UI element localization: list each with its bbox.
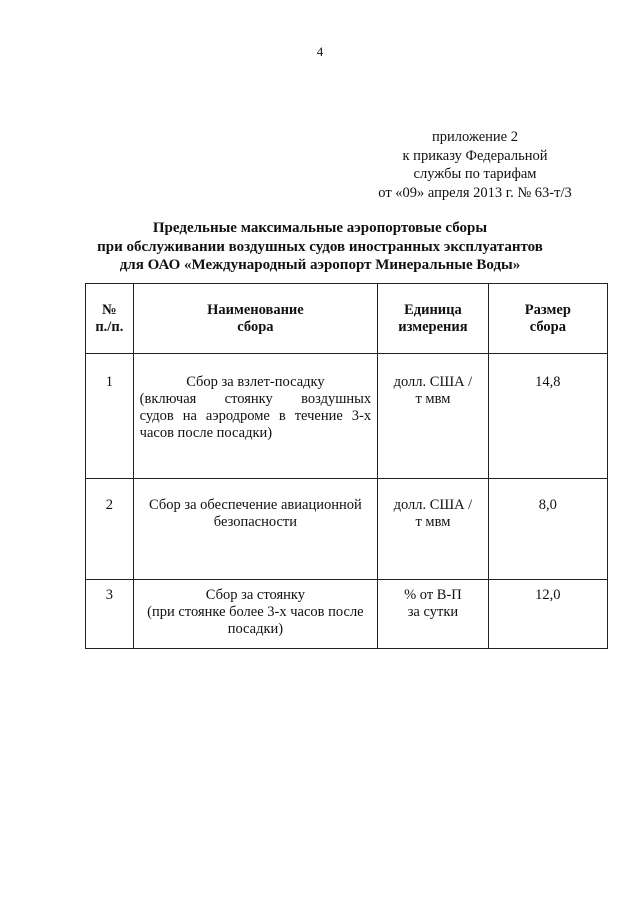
header-name-line: сбора <box>237 318 274 335</box>
fee-unit <box>378 354 489 479</box>
fee-name-line: (включая стоянку воздушных <box>139 391 372 407</box>
document-title <box>0 219 640 275</box>
fee-unit-line: долл. США / <box>393 497 473 513</box>
row-number: 3 <box>86 580 134 649</box>
fee-unit-line: за сутки <box>407 604 459 620</box>
appendix-line: службы по тарифам <box>413 166 537 182</box>
fee-unit-line: т мвм <box>415 514 451 530</box>
header-name <box>133 284 377 354</box>
header-size-line: сбора <box>529 318 566 335</box>
fee-unit-line: долл. США / <box>393 374 473 390</box>
header-unit-line: измерения <box>398 318 468 335</box>
fee-name-line: судов на аэродроме в течение 3-х <box>139 408 372 424</box>
header-number <box>86 284 134 354</box>
appendix-line: приложение 2 <box>432 129 518 145</box>
header-unit-line: Единица <box>404 301 462 318</box>
fee-name <box>133 479 377 580</box>
fee-name <box>133 354 377 479</box>
fee-name-line: часов после посадки) <box>139 425 273 441</box>
fee-size: 14,8 <box>488 354 607 479</box>
appendix-reference <box>360 128 590 202</box>
fee-size: 12,0 <box>488 580 607 649</box>
header-name-line: Наименование <box>207 301 304 318</box>
fee-unit <box>378 580 489 649</box>
fee-name-line: Сбор за обеспечение авиационной <box>149 497 362 513</box>
title-line: для ОАО «Международный аэропорт Минеральные Воды» <box>119 257 521 273</box>
fee-name <box>133 580 377 649</box>
header-size-line: Размер <box>524 301 571 318</box>
header-number-line: п./п. <box>95 318 124 335</box>
fee-unit-line: % от В-П <box>404 587 462 603</box>
fee-name-line: (при стоянке более 3-х часов после <box>147 604 364 620</box>
fee-unit-line: т мвм <box>415 391 451 407</box>
table-row <box>86 580 608 649</box>
appendix-line: к приказу Федеральной <box>402 147 548 164</box>
fee-size: 8,0 <box>488 479 607 580</box>
table-row <box>86 479 608 580</box>
header-unit <box>378 284 489 354</box>
fee-name-line: безопасности <box>213 514 298 530</box>
fee-unit <box>378 479 489 580</box>
table-row <box>86 354 608 479</box>
appendix-line: от «09» апреля 2013 г. № 63-т/3 <box>378 184 572 201</box>
title-line: Предельные максимальные аэропортовые сборы <box>152 220 488 236</box>
fee-name-line: Сбор за взлет-посадку <box>186 374 325 390</box>
row-number: 2 <box>86 479 134 580</box>
header-number-line: № <box>102 301 117 318</box>
fee-name-line: Сбор за стоянку <box>205 587 306 603</box>
row-number: 1 <box>86 354 134 479</box>
title-line: при обслуживании воздушных судов иностранных эксплуатантов <box>97 238 543 255</box>
header-size <box>488 284 607 354</box>
page-number: 4 <box>316 44 324 59</box>
table-header-row <box>86 284 608 354</box>
fees-table <box>85 283 608 649</box>
fee-name-line: посадки) <box>227 621 284 637</box>
